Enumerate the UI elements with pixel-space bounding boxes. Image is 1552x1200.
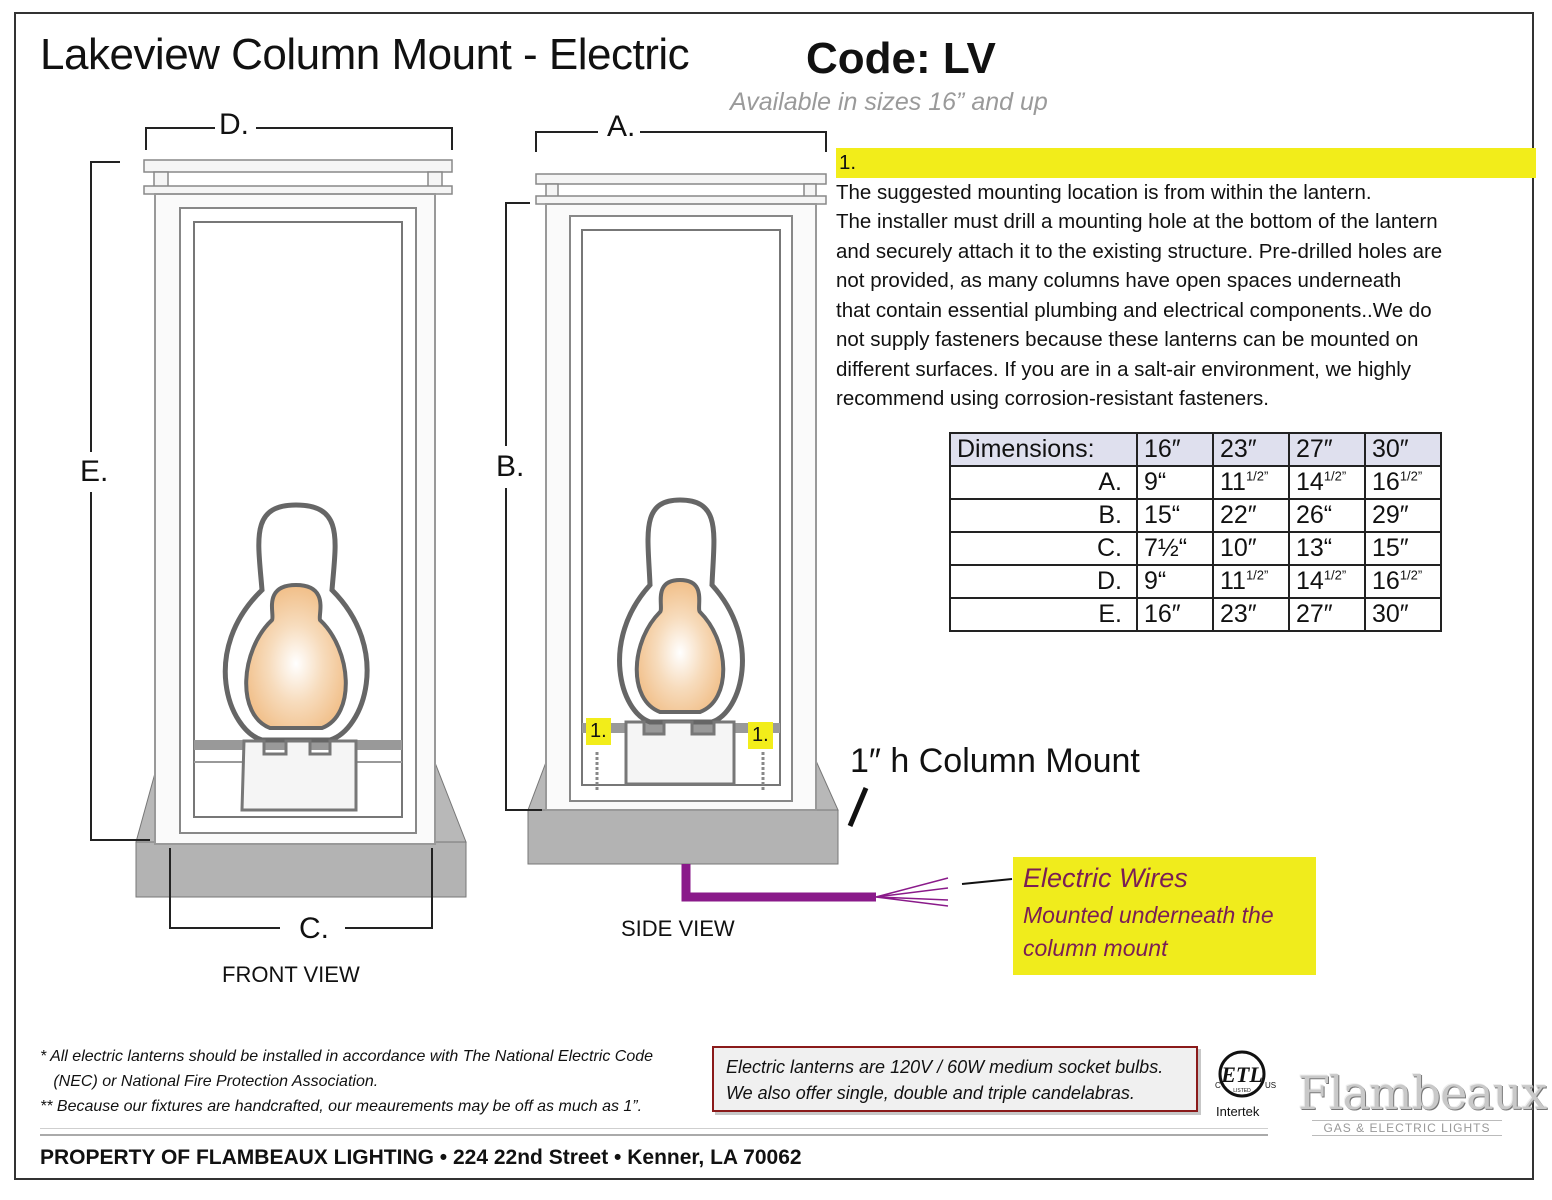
- table-cell: 30″: [1365, 598, 1441, 631]
- table-cell: 23″: [1213, 598, 1289, 631]
- table-cell: $14^{1/2”}$: [1289, 565, 1365, 598]
- dim-label-a: A.: [607, 110, 636, 143]
- table-cell: 15″: [1365, 532, 1441, 565]
- front-view-label: FRONT VIEW: [222, 962, 360, 987]
- side-view-lantern: [528, 174, 1012, 906]
- electrical-spec-line-2: We also offer single, double and triple candelabras.: [726, 1083, 1135, 1103]
- property-notice: PROPERTY OF FLAMBEAUX LIGHTING • 224 22nd Street • Kenner, LA 70062: [40, 1146, 802, 1169]
- side-view-label: SIDE VIEW: [621, 916, 735, 941]
- column-mount-label: 1″ h Column Mount: [850, 742, 1140, 780]
- row-label: A.: [950, 466, 1137, 499]
- table-cell: 10″: [1213, 532, 1289, 565]
- table-cell: $14^{1/2”}$: [1289, 466, 1365, 499]
- note-line-5: that contain essential plumbing and electrical components..We do: [836, 298, 1432, 322]
- note-line-1: 1. The suggested mounting location is from within the lantern.: [836, 148, 1536, 207]
- flambeaux-logo: Flambeaux: [1298, 1066, 1547, 1120]
- row-label: D.: [950, 565, 1137, 598]
- row-label: C.: [950, 532, 1137, 565]
- electrical-spec-box: [712, 1046, 1198, 1112]
- mount-marker-right: 1.: [748, 722, 773, 749]
- availability-note: Available in sizes 16” and up: [730, 88, 1048, 116]
- table-cell: 9“: [1137, 466, 1213, 499]
- footer-divider: [40, 1134, 1268, 1136]
- etl-us-mark: US: [1265, 1081, 1277, 1090]
- table-cell: 9“: [1137, 565, 1213, 598]
- note-line-4: not provided, as many columns have open spaces underneath: [836, 269, 1402, 292]
- note-line-8: recommend using corrosion-resistant fasteners.: [836, 387, 1269, 410]
- table-cell: 16″: [1137, 598, 1213, 631]
- footer-note-1b: (NEC) or National Fire Protection Association.: [40, 1073, 379, 1090]
- footer-note-1: * All electric lanterns should be installed in accordance with The National Electric Code: [40, 1048, 654, 1065]
- etl-listed-icon: [1212, 1044, 1284, 1104]
- footer-divider-thin: [40, 1128, 1268, 1129]
- dim-label-b: B.: [496, 450, 525, 483]
- table-cell: 7½“: [1137, 532, 1213, 565]
- intertek-label: Intertek: [1216, 1104, 1260, 1119]
- etl-mark: ETL: [1221, 1062, 1263, 1087]
- table-cell: $11^{1/2”}$: [1213, 565, 1289, 598]
- front-view-lantern: [136, 160, 466, 897]
- table-cell: $16^{1/2”}$: [1365, 565, 1441, 598]
- table-header-cell: 30″: [1365, 433, 1441, 466]
- etl-c-mark: C: [1215, 1081, 1221, 1090]
- table-cell: $16^{1/2”}$: [1365, 466, 1441, 499]
- footer-notes: [40, 1044, 653, 1119]
- row-label: E.: [950, 598, 1137, 631]
- table-header-cell: 27″: [1289, 433, 1365, 466]
- table-header-cell: 23″: [1213, 433, 1289, 466]
- electric-wires-title: Electric Wires: [1023, 863, 1188, 893]
- table-cell: 13“: [1289, 532, 1365, 565]
- note-number: 1.: [836, 148, 1536, 178]
- table-cell: 22″: [1213, 499, 1289, 532]
- dim-label-c: C.: [299, 912, 329, 945]
- mount-marker-left: 1.: [586, 718, 611, 745]
- table-cell: 26“: [1289, 499, 1365, 532]
- etl-listed-text: LISTED: [1233, 1088, 1251, 1094]
- electric-wires-callout: [1013, 857, 1316, 975]
- footer-note-2: ** Because our fixtures are handcrafted, our meaurements may be off as much as 1”.: [40, 1098, 643, 1115]
- electrical-spec-line-1: Electric lanterns are 120V / 60W medium socket bulbs.: [726, 1057, 1164, 1077]
- row-label: B.: [950, 499, 1137, 532]
- dim-label-e: E.: [80, 455, 109, 488]
- page-title: Lakeview Column Mount - Electric: [40, 30, 690, 79]
- table-header-cell: Dimensions:: [950, 433, 1137, 466]
- table-cell: 29″: [1365, 499, 1441, 532]
- product-code: Code: LV: [806, 34, 996, 83]
- flambeaux-logo-tagline: GAS & ELECTRIC LIGHTS: [1312, 1120, 1502, 1136]
- note-line-7: different surfaces. If you are in a salt-air environment, we highly: [836, 357, 1412, 381]
- note-line-3: and securely attach it to the existing structure. Pre-drilled holes are: [836, 239, 1443, 263]
- table-cell: 15“: [1137, 499, 1213, 532]
- table-header-cell: 16″: [1137, 433, 1213, 466]
- note-line-2: The installer must drill a mounting hole at the bottom of the lantern: [836, 210, 1438, 233]
- dim-label-d: D.: [219, 108, 249, 141]
- note-line-6: not supply fasteners because these lanterns can be mounted on: [836, 328, 1419, 351]
- electric-wires-subtitle: Mounted underneath the column mount: [1023, 902, 1274, 961]
- table-cell: $11^{1/2”}$: [1213, 466, 1289, 499]
- table-cell: 27″: [1289, 598, 1365, 631]
